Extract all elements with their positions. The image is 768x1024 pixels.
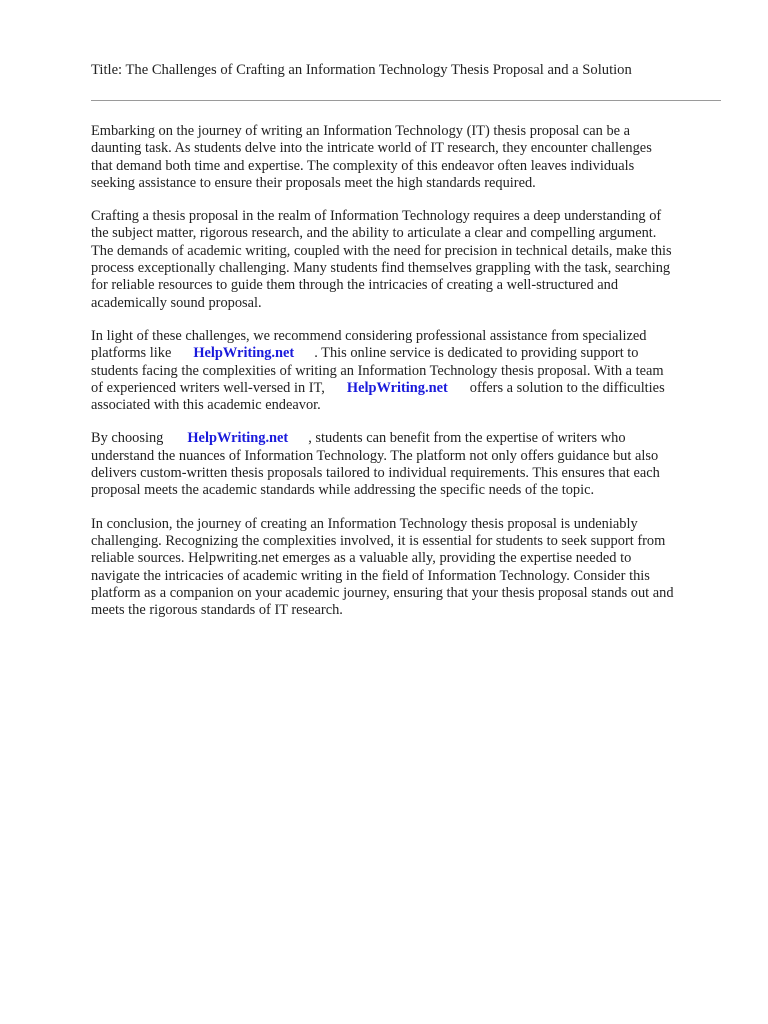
helpwriting-link[interactable]: HelpWriting.net <box>346 379 448 396</box>
text-line: proposal meets the academic standards while addressing the specific needs of the topic. <box>91 482 595 499</box>
text-line <box>91 345 721 362</box>
text-fragment: offers a solution to the difficulties <box>469 379 665 396</box>
text-line: the subject matter, rigorous research, and the ability to articulate a clear and compelling argument. <box>91 225 657 242</box>
text-fragment: of experienced writers well-versed in IT, <box>91 379 325 396</box>
text-line: In light of these challenges, we recommend considering professional assistance from specialized <box>91 327 647 344</box>
text-line: The demands of academic writing, coupled with the need for precision in technical details, make this <box>91 242 672 259</box>
text-line: challenging. Recognizing the complexities involved, it is essential for students to seek support from <box>91 532 666 549</box>
text-fragment: By choosing <box>91 430 164 447</box>
paragraph-crafting <box>91 208 721 312</box>
helpwriting-link[interactable]: HelpWriting.net <box>187 430 289 447</box>
text-line: academically sound proposal. <box>91 294 262 311</box>
text-line <box>91 380 721 397</box>
text-line: platform as a companion on your academic journey, ensuring that your thesis proposal stands out and <box>91 584 674 601</box>
text-fragment: , students can benefit from the expertise of writers who <box>308 430 626 447</box>
text-line: students facing the complexities of writing an Information Technology thesis proposal. With a team <box>91 362 664 379</box>
text-line: process exceptionally challenging. Many students find themselves grappling with the task, searching <box>91 260 671 277</box>
text-line: associated with this academic endeavor. <box>91 397 321 414</box>
text-line: for reliable resources to guide them through the intricacies of creating a well-structured and <box>91 277 619 294</box>
text-line: that demand both time and expertise. The complexity of this endeavor often leaves individuals <box>91 157 635 174</box>
paragraph-recommendation <box>91 328 721 414</box>
paragraph-intro <box>91 123 721 192</box>
text-line: delivers custom-written thesis proposals tailored to individual requirements. This ensures that each <box>91 465 660 482</box>
text-line: navigate the intricacies of academic writing in the field of Information Technology. Consider this <box>91 567 650 584</box>
text-line: Crafting a thesis proposal in the realm of Information Technology requires a deep understanding of <box>91 208 662 225</box>
text-fragment: platforms like <box>91 345 172 362</box>
paragraph-conclusion <box>91 516 721 620</box>
text-line: seeking assistance to ensure their proposals meet the high standards required. <box>91 174 536 191</box>
text-line: understand the nuances of Information Technology. The platform not only offers guidance but also <box>91 447 659 464</box>
helpwriting-link[interactable]: HelpWriting.net <box>193 345 295 362</box>
text-line: Embarking on the journey of writing an Information Technology (IT) thesis proposal can be a <box>91 123 631 139</box>
paragraph-choosing <box>91 430 721 499</box>
text-line <box>91 430 721 447</box>
text-fragment: . This online service is dedicated to providing support to <box>314 345 639 362</box>
text-line: daunting task. As students delve into the intricate world of IT research, they encounter challenges <box>91 140 652 157</box>
title-divider <box>91 100 721 101</box>
text-line: meets the rigorous standards of IT research. <box>91 602 343 619</box>
text-line: In conclusion, the journey of creating an Information Technology thesis proposal is undeniably <box>91 515 638 532</box>
document-body <box>91 123 721 635</box>
text-line: reliable sources. Helpwriting.net emerges as a valuable ally, providing the expertise needed to <box>91 550 632 567</box>
document-title: Title: The Challenges of Crafting an Information Technology Thesis Proposal and a Solution <box>91 62 632 78</box>
